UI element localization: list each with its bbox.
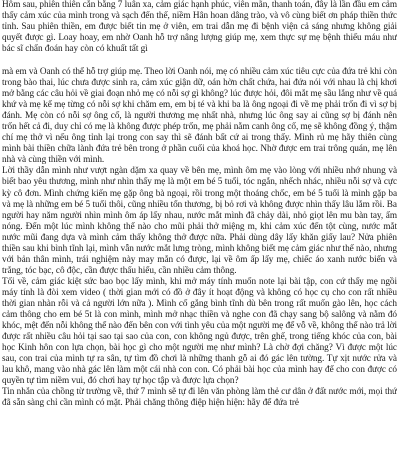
main-text-block [2,67,397,458]
intro-text-block [2,0,397,66]
body-paragraph-1: mà em và Oanh có thể hỗ trợ giúp mẹ. Theo lời Oanh nói, mẹ có nhiều cảm xúc tiêu cực của đứa trẻ khi còn trong bào thai, lúc chưa được sinh ra, cảm xúc giận dữ, oán hờn chất chứa, hai đứa nói với nhau là chị khơi mở bằng các câu hỏi về giai đoạn nhỏ mẹ có nỗi sợ gì không? lúc được hỏi, đôi mắt mẹ sầu lắng như về quá khứ và mẹ kể mẹ từng có nỗi sợ khi chăm em, em bị té và khi ba là ông ngoại đi về mẹ phải trốn đi vì sợ bị đánh. Mẹ còn có nỗi sợ ông cố, là người thương mẹ nhất nhà, nhưng lúc ông say ai cũng sợ bị đánh nên trốn hết cả đi, duy chỉ có mẹ là không được phép trốn, mẹ phải nằm canh ông cố, mẹ sẽ không đồng ý, thậm chí mẹ thở vì nếu ông tỉnh lại trong con say thì sẽ đánh bất cứ ai trong thấy. Mình rủ mẹ hãy thiên cùng mình bài thiền chữa lành đứa trẻ bên trong ở phần cuối của khoá học. Nhờ được em trai trông quán, mẹ lên nhà và cùng thiền với mình. [2,67,397,166]
body-paragraph-4: Tin nhắn của chồng từ trường về, thứ 7 mình sẽ tự đi lên văn phòng làm thẻ cư dân ở đất nước mới, mọi thứ đã sẵn sàng chỉ cần mình có mặt. Phải chăng thông điệp hiện hiện: hãy để đứa trẻ [2,387,397,409]
body-paragraph-2: Lời thầy dẫn mình như vượt ngàn dặm xa quay về bên mẹ, mình ôm mẹ vào lòng với nhiều nhớ nhung và biết bao yêu thương, mình như nhìn thấy mẹ là một em bé 5 tuổi, tóc ngắn, nhếch nhác, nhiều nỗi sợ và cực kỳ cô đơn. Mình chứng kiến mẹ gặp ông bà ngoại, rồi trong một thoáng chốc, em bé 5 tuổi là mình gặp ba và mẹ là những em bé 5 tuổi thôi, cũng nhiều tổn thương, bị bỏ rơi và không được nhìn thấy lâu lắm rồi. Ba người hay năm người nhìn mình ôm áp lấy nhau, nước mắt mình đã chảy dài, nhỏ giọt lên mu bàn tay, ấm nóng. Đến một lúc mình không thể nào cho mũi phải thở miệng m, khi cảm xúc đến tột cùng, nước mắt nước mũi đang dựa và mình cảm thấy không thở được nữa. Phải dùng dây lấy khăn giấy lau? Nửa phiên thiền sau khi bình tĩnh lại, mình vẫn nước mắt lưng tròng, mình không biết mẹ cảm giác như thế nào, nhưng với bản thân mình, trái nghiệm này may mắn có được, lại về ôm ấp lấy mẹ, chiếc áo xanh nước biển và trắng, tóc bạc, cô độc, cần được thấu hiểu, cần nhiều cảm thông. [2,166,397,276]
intro-paragraph: Hôm sau, phiên thiên cắn bằng 7 luân xa, cảm giác hạnh phúc, viên mãn, thanh toán, đây là lần đầu em cảm thấy cảm xúc của mình trong và sạch đến thế, niềm Hân hoan dâng trào, và vô cùng biết ơn pháp thiền thức tỉnh. Sau phiên thiền, em được biết tin mẹ ở viên, em trai dẫn mẹ đi bệnh viện cả sáng nhưng không giải quyết được gì. Loay hoay, em nhờ Oanh hỗ trợ nâng lượng giúp mẹ, xem thực sự mẹ bệnh thiếu máu như bác sĩ chẩn đoán hay còn có khuất tất gì [2,0,397,55]
body-paragraph-3: Tối về, cảm giác kiệt sức bao bọc lấy mình, khi mở máy tính muốn note lại bài tập, con cứ thấy mẹ ngồi máy tính là đòi xem video ( thời gian mới có đồ ở đây ít hoạt động và không có học cụ cho con rất nhiều thời gian nhàn rỗi và cả người lớn nữa ). Mình cố gắng bình tĩnh dù bên trong rất muốn gào lên, học cách cảm thông cho em bé 5t là con mình, mình mở nhạc thiền và nghe con đã chạy sang bộ salông và nằm đó khóc, mệt đến nỗi không thể nào đến bên con với tình yêu của một người mẹ để vỗ về, không thể nào trả lời được rất nhiều câu hỏi tại sao tại sao của con, con không ngủ được, trên ghế, trong tiếng khóc của con, bài học Kinh hôn con lựa chọn, bài học gì cho một người mẹ như mình? Là chờ đợi chăng? Vì được một lúc sau, con trai của mình tự ra sân, tự tìm đồ chơi là những thanh gỗ ai đó gác lên tường. Tự xịt nước rửa và lau khô, mang vào nhà gác lên làm một cái nhà con con. Có phải bài học của mình hay để cho con được có quyền tự tìm niềm vui, đó chơi hay tự học tập và được lựa chọn? [2,276,397,387]
